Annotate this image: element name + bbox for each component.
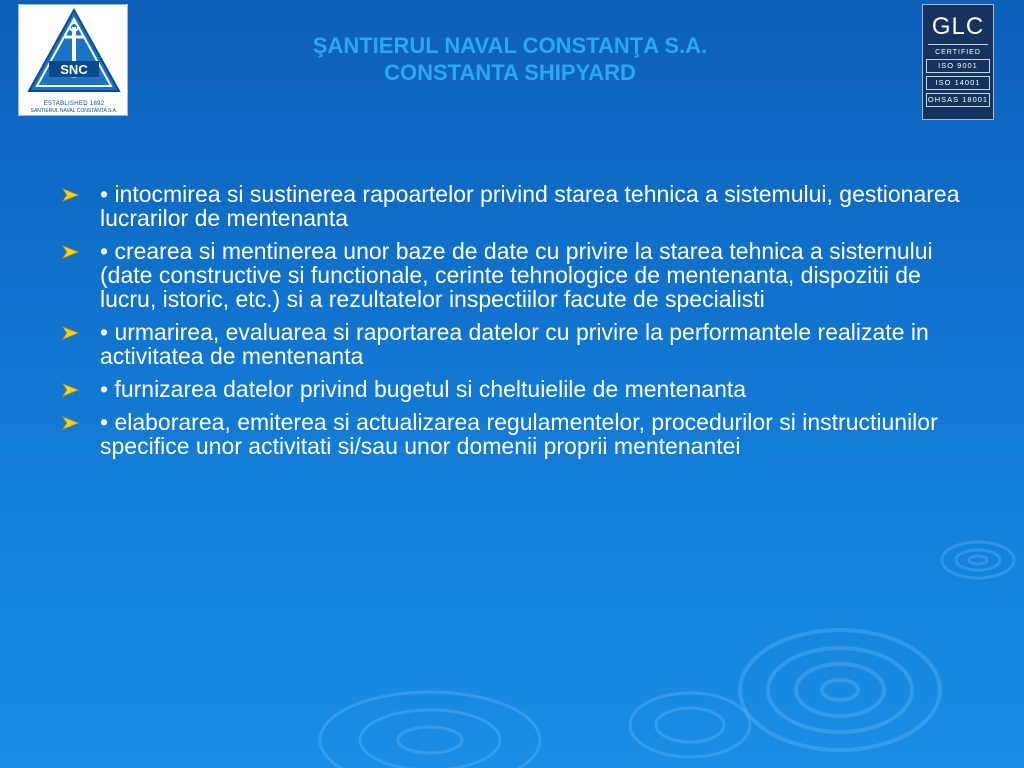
glc-standard-ohsas18001: OHSAS 18001 <box>926 93 990 107</box>
list-item <box>62 182 982 230</box>
title-line-2: CONSTANTA SHIPYARD <box>384 60 636 85</box>
anchor-triangle-icon <box>19 5 129 101</box>
glc-standard-iso9001: ISO 9001 <box>926 59 990 73</box>
list-item <box>62 320 982 368</box>
bullet-text: • urmarirea, evaluarea si raportarea datelor cu privire la performantele realizate in activitatea de mentenanta <box>100 319 929 369</box>
glc-standard-iso14001: ISO 14001 <box>926 76 990 90</box>
arrow-bullet-icon <box>62 383 80 397</box>
title-line-1: ŞANTIERUL NAVAL CONSTANŢA S.A. <box>312 33 708 58</box>
arrow-bullet-icon <box>62 188 80 202</box>
arrow-bullet-icon <box>62 245 80 259</box>
glc-certified-label: CERTIFIED <box>928 44 988 56</box>
bullet-text: • crearea si mentinerea unor baze de date cu privire la starea tehnica a sisternului (date constructive si functionale, cerinte tehnologice de mentenanta, dispozitii de lucru, istoric, etc.) si a rezultatelor inspectiilor facute de specialisti <box>100 238 933 312</box>
bullet-text: • intocmirea si sustinerea rapoartelor privind starea tehnica a sistemului, gestionarea lucrarilor de mentenanta <box>100 181 960 231</box>
snc-company-name: SANTIERUL NAVAL CONSTANTA S.A. <box>30 108 118 114</box>
bullet-list <box>62 182 982 467</box>
list-item <box>62 239 982 311</box>
glc-name: GLC <box>931 13 985 40</box>
snc-established: ESTABLISHED 1892 <box>43 101 105 107</box>
list-item <box>62 410 982 458</box>
arrow-bullet-icon <box>62 416 80 430</box>
arrow-bullet-icon <box>62 326 80 340</box>
glc-certification-logo <box>922 4 994 120</box>
bullet-text: • furnizarea datelor privind bugetul si cheltuielile de mentenanta <box>100 376 747 402</box>
snc-logo <box>18 4 128 116</box>
page-title <box>200 32 820 86</box>
list-item <box>62 377 982 401</box>
bullet-text: • elaborarea, emiterea si actualizarea regulamentelor, procedurilor si instructiunilor specifice unor activitati si/sau unor domenii proprii mentenantei <box>100 409 938 459</box>
snc-letters: SNC <box>60 62 88 77</box>
